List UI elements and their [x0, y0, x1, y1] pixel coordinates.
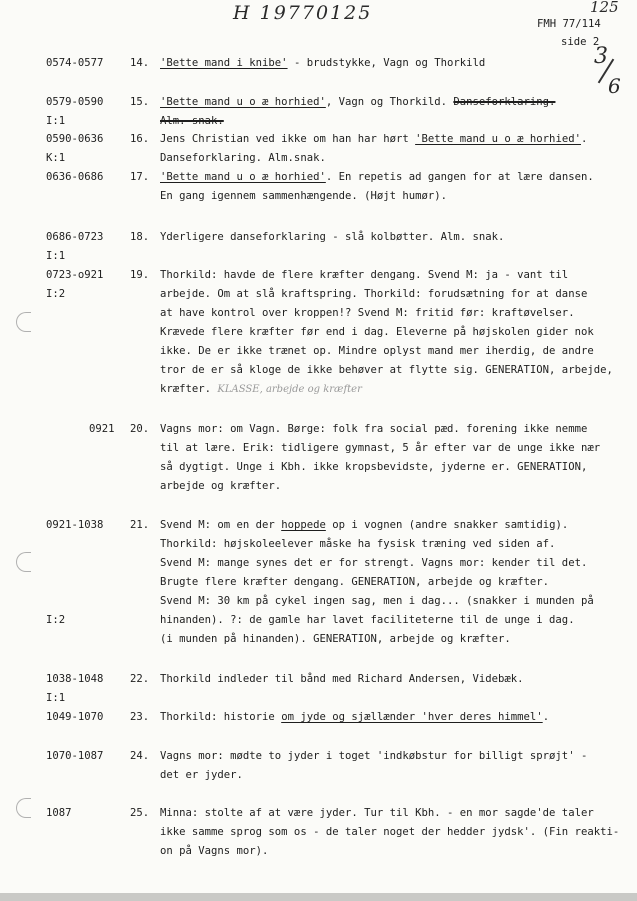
- entry-line: kræfter.: [160, 383, 212, 395]
- time-range: 1038-1048: [46, 673, 104, 685]
- entry-line: Krævede flere kræfter før end i dag. Eleverne på højskolen gider nok: [160, 326, 594, 338]
- entry-text: Yderligere danseforklaring - slå kolbøtter. Alm. snak.: [160, 231, 505, 243]
- song-title: 'Bette mand u o æ horhied': [160, 96, 326, 108]
- handwritten-addition: KLASSE, arbejde og kræfter: [217, 384, 362, 395]
- time-range: 0579-0590: [46, 96, 104, 108]
- punch-hole-mark: [16, 798, 31, 818]
- entry-number: 19.: [130, 269, 150, 281]
- entry-number: 23.: [130, 711, 150, 723]
- song-title: 'Bette mand u o æ horhied': [160, 171, 326, 183]
- entry-line: Brugte flere kræfter dengang. GENERATION, arbejde og kræfter.: [160, 576, 550, 588]
- entry-text: [160, 266, 613, 399]
- entry-number: 20.: [130, 423, 150, 435]
- page-label: side 2: [561, 36, 600, 48]
- entry-text: Jens Christian ved ikke om han har hørt 'Bette mand u o æ horhied'. Danseforklaring. Alm.snak.: [160, 133, 588, 164]
- entry-number: 16.: [130, 133, 150, 145]
- entry-line: Minna: stolte af at være jyder. Tur til Kbh. - en mor sagde'de taler: [160, 807, 594, 819]
- entry-line: Thorkild: havde de flere kræfter dengang. Svend M: ja - vant til: [160, 269, 569, 281]
- punch-hole-mark: [16, 552, 31, 572]
- entry-number: 21.: [130, 519, 150, 531]
- time-range: 0574-0577: [46, 57, 104, 69]
- entry-line: hinanden). ?: de gamle har lavet faciliteterne til de unge i dag.: [160, 614, 575, 626]
- entry-line: tror de er så kloge de ikke behøver at flytte sig. GENERATION, arbejde,: [160, 364, 613, 376]
- entry-line: on på Vagns mor).: [160, 845, 269, 857]
- time-range: 1049-1070: [46, 711, 104, 723]
- struck-text: Danseforklaring.: [453, 96, 556, 108]
- time-range: 1070-1087: [46, 750, 104, 762]
- entry-text: [160, 747, 587, 785]
- time-range: 0590-0636: [46, 133, 104, 145]
- entry-number: 17.: [130, 171, 150, 183]
- entry-line: ikke. De er ikke trænet op. Mindre oplyst mand mer iherdig, de andre: [160, 345, 594, 357]
- margin-note: I:1: [46, 692, 66, 704]
- struck-text: Alm. snak.: [160, 115, 224, 127]
- time-range: 1087: [46, 807, 72, 819]
- entry-text: Thorkild: historie om jyde og sjællænder 'hver deres himmel'.: [160, 711, 550, 723]
- entry-line: arbejde. Om at slå kraftspring. Thorkild: forudsætning for at danse: [160, 288, 588, 300]
- entry-text: Thorkild indleder til bånd med Richard Andersen, Videbæk.: [160, 673, 524, 685]
- entry-line: at have kontrol over kroppen!? Svend M: fritid før: kraftøvelser.: [160, 307, 575, 319]
- entry-line: En gang igennem sammenhængende. (Højt humør).: [160, 190, 448, 202]
- entry-text: [160, 420, 600, 496]
- entry-line: Svend M: mange synes det er for strengt. Vagns mor: kender til det.: [160, 557, 588, 569]
- punch-hole-mark: [16, 312, 31, 332]
- sheet-fraction-bottom: 6: [608, 74, 621, 98]
- entry-text: [160, 804, 619, 861]
- margin-note: I:2: [46, 288, 66, 300]
- underlined-word: hoppede: [281, 519, 326, 531]
- time-range: 0723-o921: [46, 269, 104, 281]
- margin-note: I:2: [46, 614, 66, 626]
- margin-note: I:1: [46, 250, 66, 262]
- entry-line: arbejde og kræfter.: [160, 480, 282, 492]
- entry-number: 25.: [130, 807, 150, 819]
- entry-line: (i munden på hinanden). GENERATION, arbejde og kræfter.: [160, 633, 511, 645]
- page-bottom-edge: [0, 893, 637, 901]
- entry-text: 'Bette mand u o æ horhied'. En repetis ad gangen for at lære dansen. En gang igennem sammenhængende. (Højt humør).: [160, 171, 594, 202]
- time-range: 0921-1038: [46, 519, 104, 531]
- entry-line: Thorkild: højskoleelever måske ha fysisk træning ved siden af.: [160, 538, 556, 550]
- entry-number: 18.: [130, 231, 150, 243]
- entry-line: det er jyder.: [160, 769, 243, 781]
- margin-note: K:1: [46, 152, 66, 164]
- entry-line: til at lære. Erik: tidligere gymnast, 5 år efter var de unge ikke nær: [160, 442, 601, 454]
- song-title: 'Bette mand i knibe': [160, 57, 288, 69]
- entry-text: 'Bette mand u o æ horhied', Vagn og Thorkild. Danseforklaring. Alm. snak.: [160, 96, 556, 127]
- entry-line: Svend M: 30 km på cykel ingen sag, men i dag... (snakker i munden på: [160, 595, 594, 607]
- handwritten-archive-number: 125: [590, 0, 619, 16]
- underlined-phrase: om jyde og sjællænder 'hver deres himmel': [281, 711, 543, 723]
- time-range: 0636-0686: [46, 171, 104, 183]
- entry-line: Vagns mor: om Vagn. Børge: folk fra social pæd. forening ikke nemme: [160, 423, 588, 435]
- handwritten-reference: H 19770125: [233, 2, 373, 24]
- song-title: 'Bette mand u o æ horhied': [415, 133, 581, 145]
- entry-text: 'Bette mand i knibe' - brudstykke, Vagn og Thorkild: [160, 57, 486, 69]
- entry-number: 15.: [130, 96, 150, 108]
- entry-number: 22.: [130, 673, 150, 685]
- entry-line: Vagns mor: mødte to jyder i toget 'indkøbstur for billigt sprøjt' -: [160, 750, 588, 762]
- entry-line: så dygtigt. Unge i Kbh. ikke kropsbevidste, jyderne er. GENERATION,: [160, 461, 588, 473]
- margin-note: I:1: [46, 115, 66, 127]
- time-range: 0921: [89, 423, 115, 435]
- time-range: 0686-0723: [46, 231, 104, 243]
- entry-text: Svend M: om en der hoppede op i vognen (andre snakker samtidig). Thorkild: højskoleelever måske ha fysisk træning ved siden af. Svend M: mange synes det er for strengt. Vagns mor: kender til det. Brugte flere kræfter dengang. GENERATION, arbejde og kræfter. Svend M: 30 km på cykel ingen sag, men i dag... (snakker i munden på hinanden). ?: de gamle har lavet faciliteterne til de unge i dag. (i munden på hinanden). GENERATION, arbejde og kræfter.: [160, 519, 594, 645]
- entry-line: ikke samme sprog som os - de taler noget der hedder jydsk'. (Fin reakti-: [160, 826, 620, 838]
- entry-line: Danseforklaring. Alm.snak.: [160, 152, 326, 164]
- entry-number: 14.: [130, 57, 150, 69]
- sheet-fraction-top: 3: [594, 44, 608, 69]
- archive-reference: FMH 77/114: [537, 18, 601, 30]
- entry-number: 24.: [130, 750, 150, 762]
